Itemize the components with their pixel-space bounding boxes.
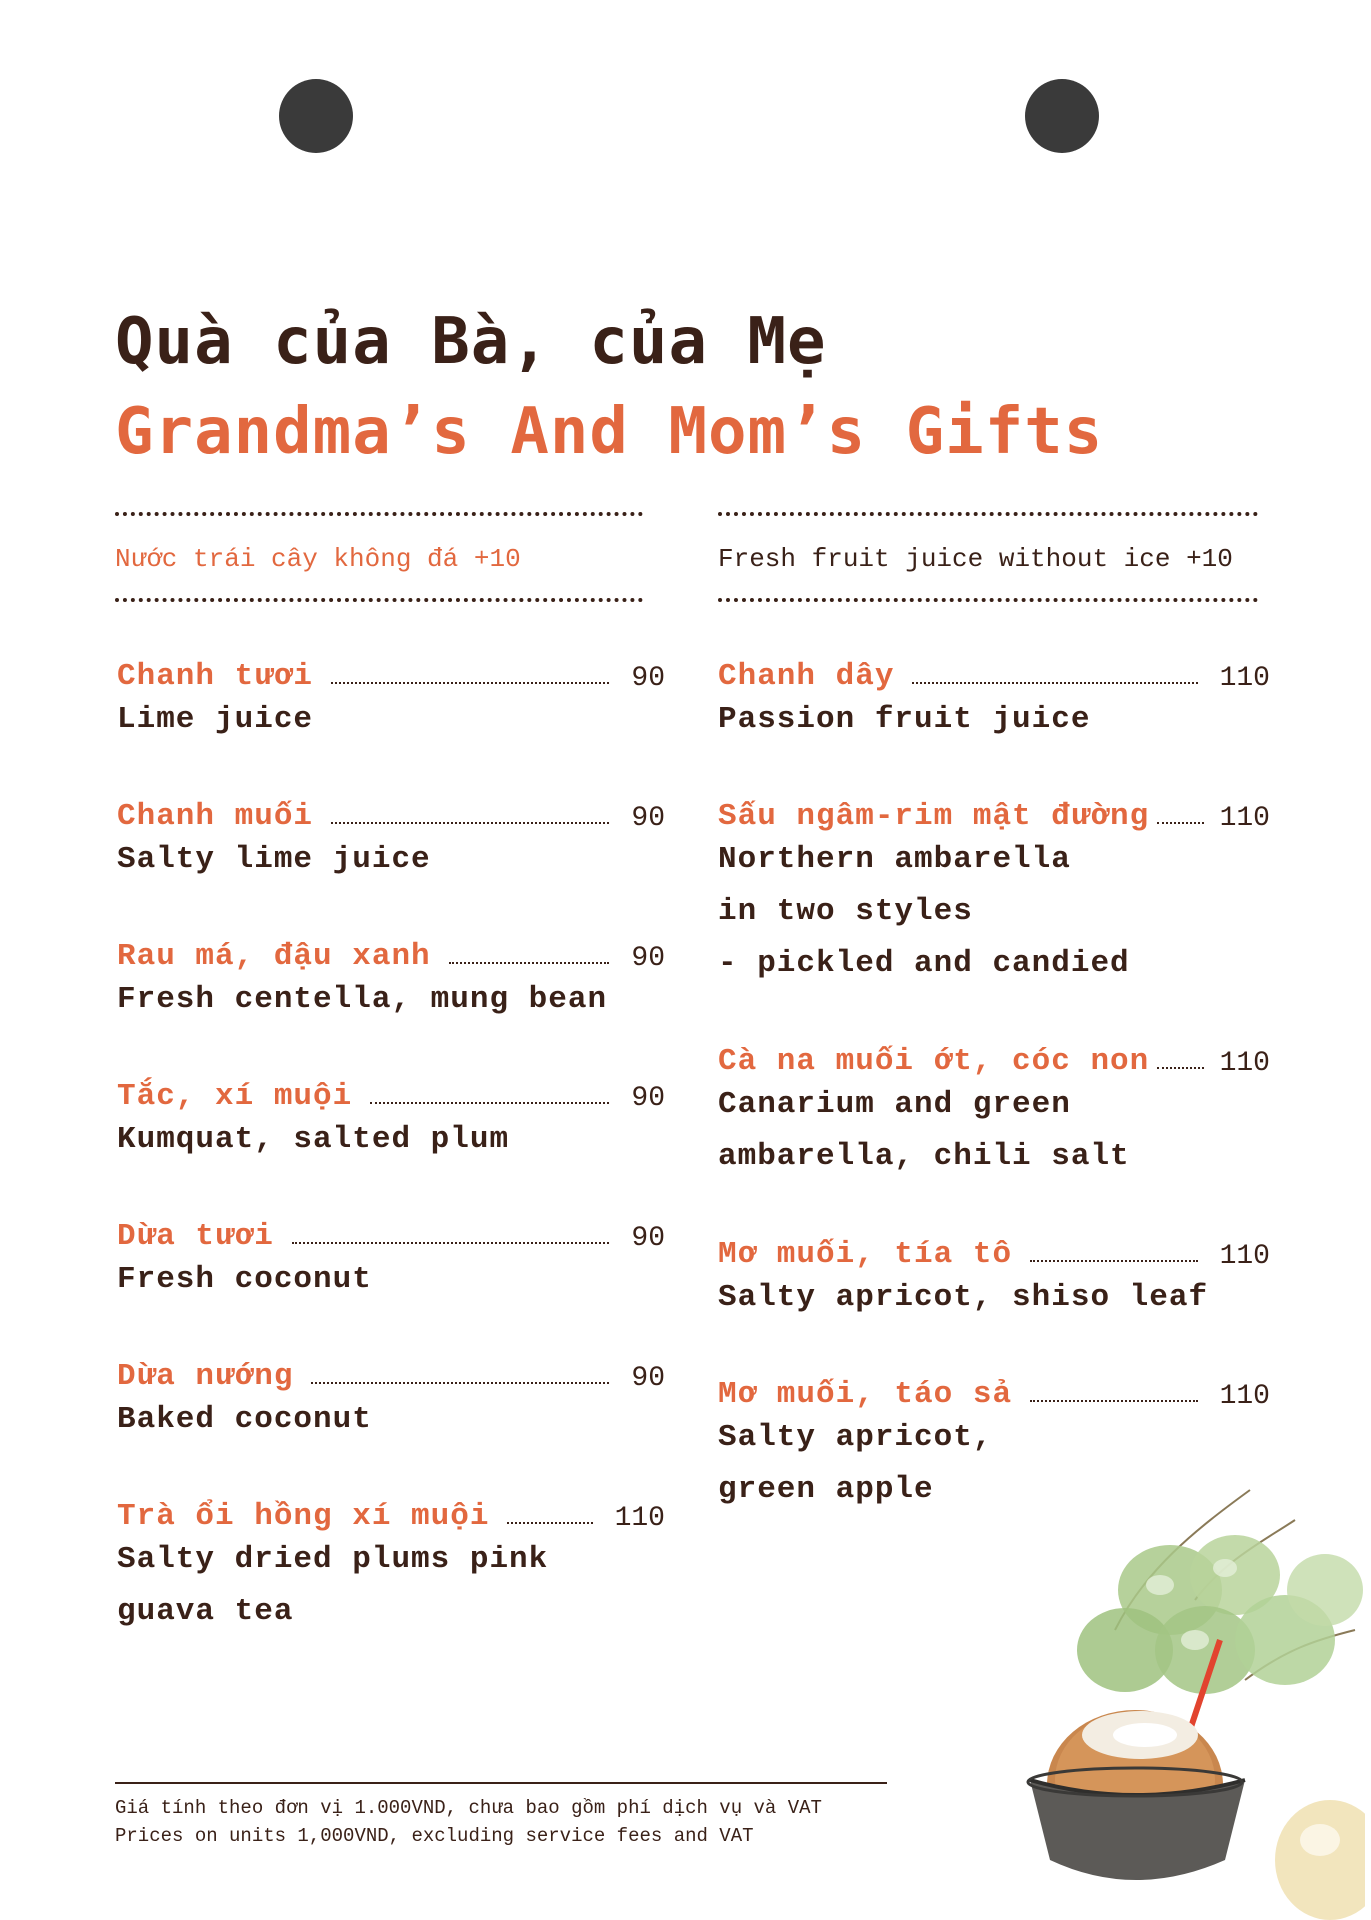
binder-hole-left [279,79,353,153]
menu-item [117,1072,665,1166]
item-name: Trà ổi hồng xí muội [117,1499,490,1534]
item-price: 110 [1219,663,1270,694]
item-price: 90 [631,1083,665,1114]
dotted-leader [507,1522,592,1524]
item-name: Tắc, xí muội [117,1079,353,1114]
item-price: 110 [1219,803,1270,834]
item-price: 110 [1219,1241,1270,1272]
footer-note-english: Prices on units 1,000VND, excluding service fees and VAT [115,1825,754,1847]
dotted-leader [370,1102,609,1104]
dotted-leader [1030,1400,1198,1402]
item-description: Canarium and green [718,1087,1071,1122]
item-price: 110 [1219,1048,1270,1079]
dotted-leader [311,1382,609,1384]
item-description: Lime juice [117,702,314,737]
item-description: ambarella, chili salt [718,1139,1130,1174]
item-name: Rau má, đậu xanh [117,939,431,974]
menu-item [117,1212,665,1306]
page-title-english: Grandma’s And Mom’s Gifts [115,395,1104,469]
menu-item [718,1230,1270,1324]
item-price: 90 [631,663,665,694]
menu-item [117,932,665,1026]
item-description: in two styles [718,894,973,929]
binder-hole-right [1025,79,1099,153]
item-description: guava tea [117,1594,294,1629]
page-title-vietnamese: Quà của Bà, của Mẹ [115,305,827,379]
item-name: Chanh dây [718,659,895,694]
item-name: Cà na muối ớt, cóc non [718,1044,1150,1079]
menu-item [117,1492,665,1638]
dotted-leader [331,822,609,824]
menu-item [117,792,665,886]
item-name: Chanh muối [117,799,314,834]
dotted-leader [331,682,609,684]
item-description: Baked coconut [117,1402,372,1437]
dotted-leader [912,682,1197,684]
divider-top-left [115,512,643,516]
item-price: 90 [631,1223,665,1254]
item-price: 110 [614,1503,665,1534]
dotted-leader [1030,1260,1198,1262]
item-description: Fresh coconut [117,1262,372,1297]
item-price: 110 [1219,1381,1270,1412]
item-description: Salty apricot, [718,1420,993,1455]
footer-note-vietnamese: Giá tính theo đơn vị 1.000VND, chưa bao gồm phí dịch vụ và VAT [115,1797,822,1819]
item-description: Salty apricot, shiso leaf [718,1280,1209,1315]
divider-bottom-right [718,598,1258,602]
item-name: Mơ muối, tía tô [718,1237,1013,1272]
item-name: Dừa nướng [117,1359,294,1394]
subtitle-english: Fresh fruit juice without ice +10 [718,544,1233,574]
dotted-leader [1157,1067,1203,1069]
divider-bottom-left [115,598,643,602]
item-price: 90 [631,1363,665,1394]
divider-top-right [718,512,1258,516]
item-description: Passion fruit juice [718,702,1091,737]
dotted-leader [292,1242,610,1244]
dotted-leader [1157,822,1203,824]
menu-item [117,1352,665,1446]
item-name: Chanh tươi [117,659,314,694]
item-name: Dừa tươi [117,1219,274,1254]
menu-item [117,652,665,746]
menu-item [718,792,1270,990]
coconut-illustration-icon [995,1480,1365,1920]
item-description: Fresh centella, mung bean [117,982,608,1017]
menu-item [718,1037,1270,1183]
menu-item [718,652,1270,746]
item-description: Kumquat, salted plum [117,1122,510,1157]
item-description: - pickled and candied [718,946,1130,981]
item-description: Northern ambarella [718,842,1071,877]
item-description: Salty dried plums pink [117,1542,549,1577]
item-price: 90 [631,943,665,974]
item-description: green apple [718,1472,934,1507]
subtitle-vietnamese: Nước trái cây không đá +10 [115,544,521,574]
item-price: 90 [631,803,665,834]
footer-divider [115,1782,887,1784]
dotted-leader [449,962,610,964]
item-description: Salty lime juice [117,842,431,877]
item-name: Mơ muối, táo sả [718,1377,1013,1412]
item-name: Sấu ngâm-rim mật đường [718,799,1150,834]
